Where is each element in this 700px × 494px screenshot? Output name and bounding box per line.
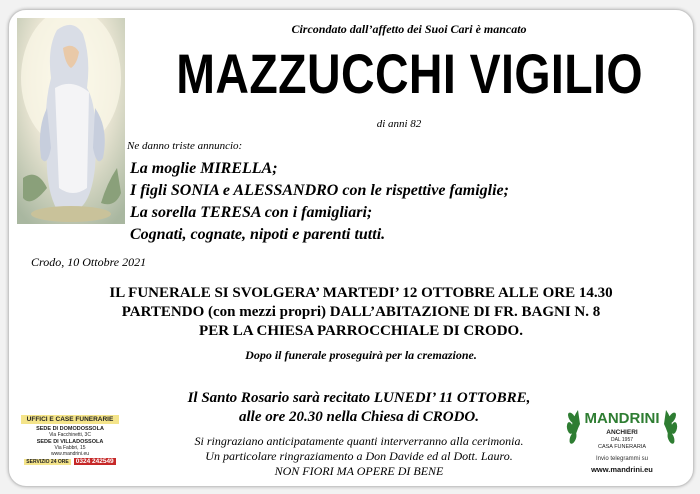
service-label: SERVIZIO 24 ORE xyxy=(26,458,69,465)
office-address: Via Fabbri, 15 xyxy=(54,445,86,451)
brand-name: MANDRINI xyxy=(584,410,660,427)
funeral-line: PARTENDO (con mezzi propri) DALL’ABITAZIONE DI FR. BAGNI N. 8 xyxy=(121,304,601,320)
brand-line: Invio telegrammi su xyxy=(595,456,649,462)
offices-title: UFFICI E CASE FUNERARIE xyxy=(21,415,119,424)
funeral-info xyxy=(49,284,673,341)
family-line: Cognati, cognate, nipoti e parenti tutti. xyxy=(130,226,386,243)
thanks-text xyxy=(139,434,579,479)
phone-number: 0324 242549 xyxy=(75,458,114,465)
age-text: di anni 82 xyxy=(376,118,422,130)
rosary-line: Il Santo Rosario sarà recitato LUNEDI’ 11 OTTOBRE, xyxy=(187,390,531,406)
brand-url: www.mandrini.eu xyxy=(591,465,653,474)
madonna-image xyxy=(17,18,125,224)
office-website: www.mandrini.eu xyxy=(50,451,90,457)
funeral-line: IL FUNERALE SI SVOLGERA’ MARTEDI’ 12 OTTOBRE ALLE ORE 14.30 xyxy=(109,285,613,301)
phone-row xyxy=(21,458,119,465)
cremation-note: Dopo il funerale proseguirà per la cremazione. xyxy=(245,348,477,362)
family-line: I figli SONIA e ALESSANDRO con le rispettive famiglie; xyxy=(130,182,509,199)
obituary-card xyxy=(8,9,694,487)
deceased-name: MAZZUCCHI VIGILIO xyxy=(176,42,643,105)
rosary-info xyxy=(109,389,609,427)
funeral-line: PER LA CHIESA PARROCCHIALE DI CRODO. xyxy=(199,323,523,339)
place-date: Crodo, 10 Ottobre 2021 xyxy=(31,255,147,269)
office-address: Via Facchinetti, 3C xyxy=(49,432,91,438)
funeral-offices-box xyxy=(21,415,119,475)
rosary-line: alle ore 20.30 nella Chiesa di CRODO. xyxy=(238,409,479,425)
office-name: SEDE DI DOMODOSSOLA xyxy=(36,426,104,432)
thanks-line: NON FIORI MA OPERE DI BENE xyxy=(274,464,444,478)
family-list xyxy=(130,158,509,246)
thanks-line: Si ringraziano anticipatamente quanti interverranno alla cerimonia. xyxy=(194,434,524,448)
family-line: La sorella TERESA con i famigliari; xyxy=(130,204,373,221)
brand-line: CASA FUNERARIA xyxy=(598,444,646,450)
family-line: La moglie MIRELLA; xyxy=(130,160,278,177)
mandrini-logo xyxy=(564,402,680,480)
announce-text: Ne danno triste annuncio: xyxy=(127,140,243,152)
thanks-line: Un particolare ringraziamento a Don Davide ed al Dott. Lauro. xyxy=(205,449,513,463)
brand-line: DAL 1957 xyxy=(610,437,634,443)
brand-line: ANCHIERI xyxy=(606,429,638,436)
intro-text: Circondato dall’affetto dei Suoi Cari è mancato xyxy=(291,22,527,36)
office-name: SEDE DI VILLADOSSOLA xyxy=(36,439,104,445)
